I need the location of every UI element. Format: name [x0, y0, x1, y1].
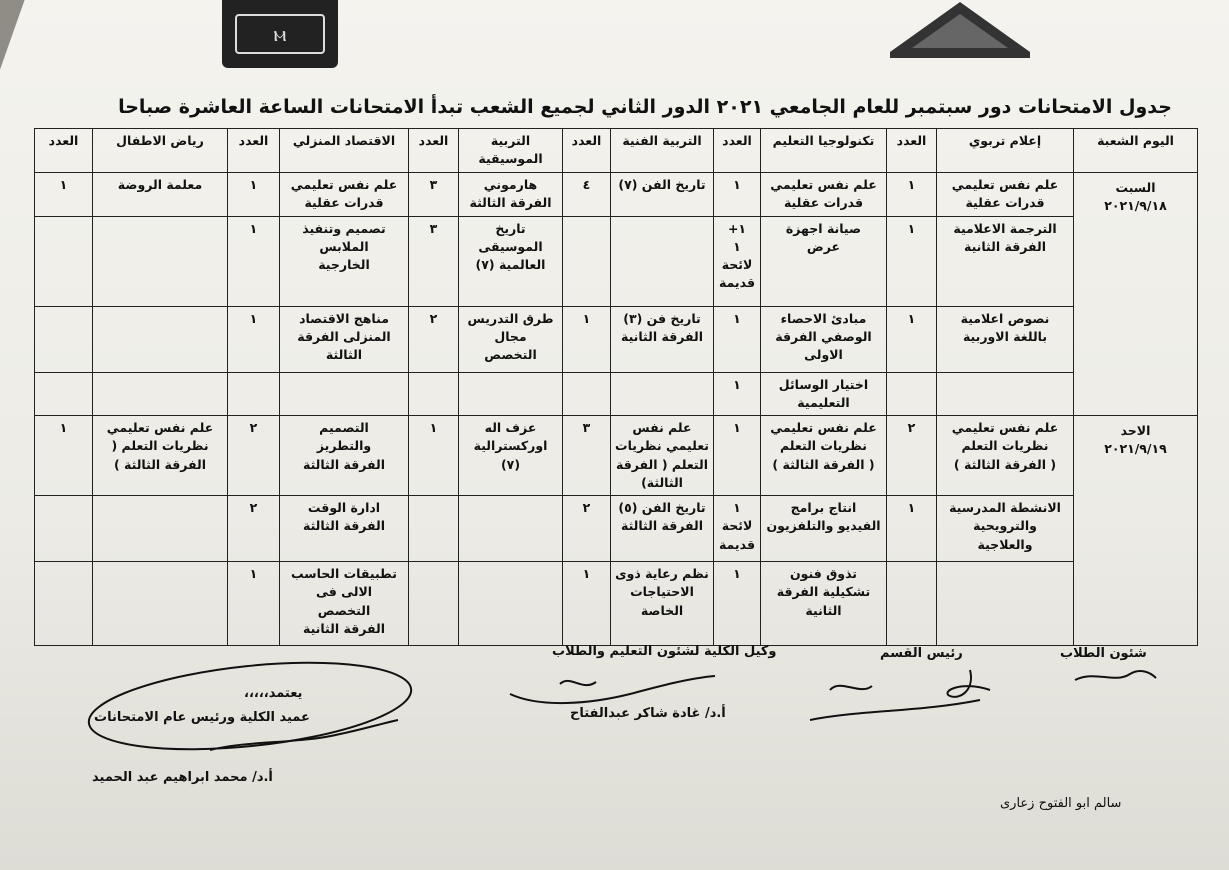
- table-cell: ١: [228, 562, 280, 646]
- table-cell: تطبيقات الحاسب الالى فى التخصص الفرقة الثانية: [280, 562, 409, 646]
- column-header: التربية الفنية: [611, 129, 714, 173]
- table-cell: تاريخ الفن (٥) الفرقة الثالثة: [611, 496, 714, 562]
- table-cell: نصوص اعلامية باللغة الاوربية: [937, 307, 1074, 373]
- column-header: العدد: [887, 129, 937, 173]
- table-cell: علم نفس تعليمي نظريات التعلم ( الفرقة الثالثة ): [761, 416, 887, 496]
- dept-head-signature-stroke: [800, 660, 1000, 740]
- table-row: [35, 496, 1198, 562]
- column-header: التربية الموسيقية: [459, 129, 563, 173]
- table-cell: ١ لائحة قديمة: [714, 496, 761, 562]
- table-cell: [459, 562, 563, 646]
- table-cell: ١: [228, 173, 280, 217]
- table-cell: اختيار الوسائل التعليمية: [761, 373, 887, 416]
- table-cell: ١: [714, 416, 761, 496]
- table-header-row: [35, 129, 1198, 173]
- table-cell: [228, 373, 280, 416]
- table-cell: ١: [714, 307, 761, 373]
- table-cell: ٢: [887, 416, 937, 496]
- student-affairs-signature-stroke: [1070, 660, 1160, 690]
- table-cell: انتاج برامج الفيديو والتلفزيون: [761, 496, 887, 562]
- table-cell: ١: [35, 173, 93, 217]
- table-cell: ٣: [563, 416, 611, 496]
- vice-dean-signature-stroke: [500, 664, 730, 724]
- vice-dean-label: وكيل الكلية لشئون التعليم والطلاب: [552, 644, 777, 659]
- page-title: جدول الامتحانات دور سبتمبر للعام الجامعي ٢٠٢١ الدور الثاني لجميع الشعب تبدأ الامتحانات الساعة العاشرة صباحا: [118, 96, 1172, 118]
- faculty-logo: [222, 0, 338, 68]
- table-cell: ١: [409, 416, 459, 496]
- table-cell: [887, 562, 937, 646]
- table-cell: [35, 217, 93, 307]
- table-cell: ٢: [409, 307, 459, 373]
- approved-label: يعتمد،،،،،: [244, 686, 303, 701]
- table-cell: [937, 373, 1074, 416]
- table-cell: [280, 373, 409, 416]
- table-cell: [35, 373, 93, 416]
- table-cell: التصميم والتطريز الفرقة الثالثة: [280, 416, 409, 496]
- table-cell: ١: [35, 416, 93, 496]
- table-cell: ١: [887, 496, 937, 562]
- column-header: العدد: [409, 129, 459, 173]
- column-header: العدد: [35, 129, 93, 173]
- table-row: [35, 217, 1198, 307]
- table-cell: هارموني الفرقة الثالثة: [459, 173, 563, 217]
- table-cell: تاريخ الموسيقى العالمية (٧): [459, 217, 563, 307]
- table-cell: ١: [887, 307, 937, 373]
- table-cell: علم نفس تعليمي نظريات التعلم ( الفرقة الثالثة ): [93, 416, 228, 496]
- table-cell: [409, 373, 459, 416]
- table-cell: تصميم وتنفيذ الملابس الخارجية: [280, 217, 409, 307]
- table-cell: [611, 373, 714, 416]
- vice-dean-name: أ.د/ غادة شاكر عبدالفتاح: [570, 706, 726, 721]
- table-cell: علم نفس تعليمي نظريات التعلم ( الفرقة الثالثة): [611, 416, 714, 496]
- table-cell: ١+ ١ لائحة قديمة: [714, 217, 761, 307]
- table-cell: مبادئ الاحصاء الوصفي الفرقة الاولى: [761, 307, 887, 373]
- table-cell: الانشطة المدرسية والترويحية والعلاجية: [937, 496, 1074, 562]
- university-logo-icon: [880, 0, 1040, 62]
- table-cell: ١: [228, 307, 280, 373]
- column-header: العدد: [228, 129, 280, 173]
- table-cell: علم نفس تعليمي نظريات التعلم ( الفرقة الثالثة ): [937, 416, 1074, 496]
- table-cell: ١: [887, 173, 937, 217]
- table-row: [35, 373, 1198, 416]
- table-cell: [93, 496, 228, 562]
- table-cell: ١: [563, 307, 611, 373]
- table-cell: [563, 373, 611, 416]
- table-cell: [35, 307, 93, 373]
- table-cell: [93, 562, 228, 646]
- column-header: اليوم الشعبة: [1074, 129, 1198, 173]
- table-cell: تاريخ فن (٣) الفرقة الثانية: [611, 307, 714, 373]
- table-cell: [937, 562, 1074, 646]
- day-cell: الاحد ٢٠٢١/٩/١٩: [1074, 416, 1198, 646]
- table-cell: ٢: [228, 416, 280, 496]
- column-header: الاقتصاد المنزلي: [280, 129, 409, 173]
- table-cell: [409, 562, 459, 646]
- day-cell: السبت ٢٠٢١/٩/١٨: [1074, 173, 1198, 416]
- column-header: إعلام تربوي: [937, 129, 1074, 173]
- table-row: [35, 416, 1198, 496]
- table-row: [35, 307, 1198, 373]
- table-cell: مناهج الاقتصاد المنزلى الفرقة الثالثة: [280, 307, 409, 373]
- faculty-emblem-icon: ⲙ: [235, 14, 325, 54]
- table-cell: علم نفس تعليمي قدرات عقلية: [280, 173, 409, 217]
- table-cell: ٣: [409, 217, 459, 307]
- table-cell: ١: [714, 173, 761, 217]
- table-row: [35, 173, 1198, 217]
- column-header: العدد: [563, 129, 611, 173]
- table-cell: [35, 496, 93, 562]
- table-cell: علم نفس تعليمي قدرات عقلية: [761, 173, 887, 217]
- dean-signature-stroke: [80, 654, 420, 764]
- table-cell: ١: [714, 562, 761, 646]
- table-cell: [35, 562, 93, 646]
- column-header: العدد: [714, 129, 761, 173]
- table-cell: ٤: [563, 173, 611, 217]
- table-cell: ٢: [563, 496, 611, 562]
- dept-head-label: رئيس القسم: [880, 646, 963, 661]
- table-cell: ١: [714, 373, 761, 416]
- student-affairs-label: شئون الطلاب: [1060, 646, 1147, 661]
- table-cell: [409, 496, 459, 562]
- table-cell: معلمة الروضة: [93, 173, 228, 217]
- table-cell: [611, 217, 714, 307]
- table-cell: ١: [563, 562, 611, 646]
- table-cell: ٢: [228, 496, 280, 562]
- table-cell: صيانة اجهزة عرض: [761, 217, 887, 307]
- table-cell: علم نفس تعليمي قدرات عقلية: [937, 173, 1074, 217]
- table-cell: عزف اله اوركسترالية (٧): [459, 416, 563, 496]
- table-cell: [459, 373, 563, 416]
- table-cell: الترجمة الاعلامية الفرقة الثانية: [937, 217, 1074, 307]
- table-cell: ادارة الوقت الفرقة الثالثة: [280, 496, 409, 562]
- table-cell: تذوق فنون تشكيلية الفرقة الثانية: [761, 562, 887, 646]
- column-header: رياض الاطفال: [93, 129, 228, 173]
- exam-schedule-table: [34, 128, 1198, 646]
- table-row: [35, 562, 1198, 646]
- dean-label: عميد الكلية ورئيس عام الامتحانات: [94, 710, 310, 725]
- table-cell: ١: [887, 217, 937, 307]
- table-cell: تاريخ الفن (٧): [611, 173, 714, 217]
- table-cell: ٣: [409, 173, 459, 217]
- table-cell: [563, 217, 611, 307]
- table-cell: [93, 373, 228, 416]
- table-cell: [887, 373, 937, 416]
- table-cell: نظم رعاية ذوى الاحتياجات الخاصة: [611, 562, 714, 646]
- table-cell: [459, 496, 563, 562]
- dean-name: أ.د/ محمد ابراهيم عبد الحميد: [92, 770, 273, 785]
- table-cell: طرق التدريس مجال التخصص: [459, 307, 563, 373]
- table-cell: [93, 217, 228, 307]
- column-header: تكنولوجيا التعليم: [761, 129, 887, 173]
- table-body: [35, 173, 1198, 646]
- clerk-name: سالم ابو الفتوح زعارى: [1000, 796, 1122, 811]
- table-cell: ١: [228, 217, 280, 307]
- table-cell: [93, 307, 228, 373]
